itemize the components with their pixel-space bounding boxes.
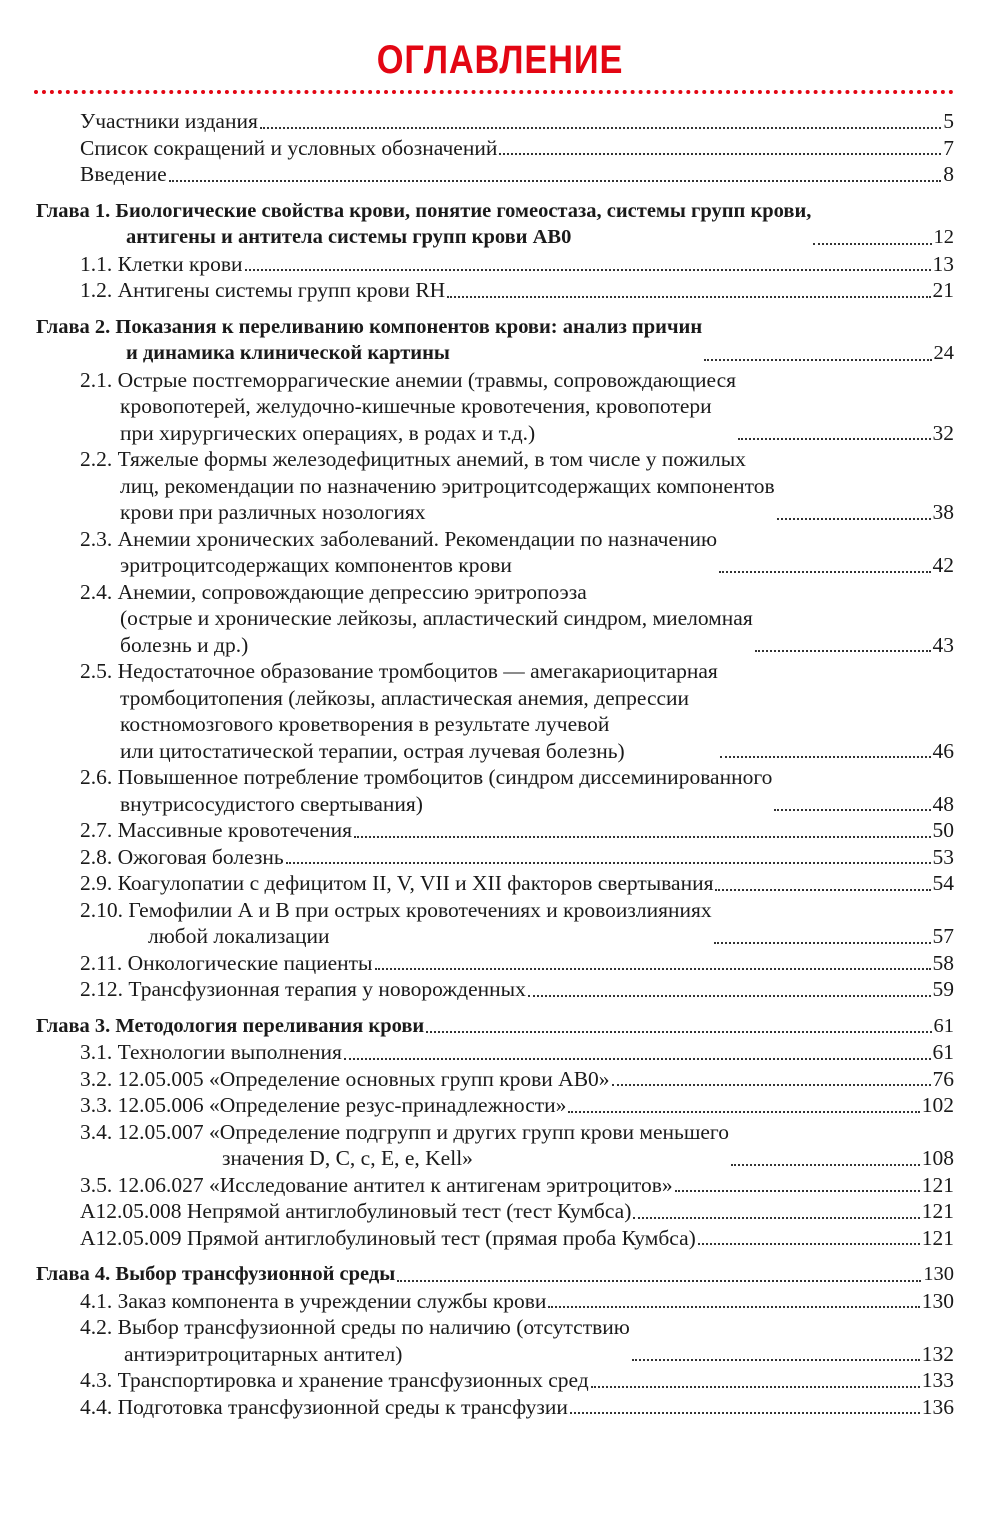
toc-entry-page: 54 — [932, 871, 954, 895]
leader-dots — [738, 438, 930, 440]
toc-entry-page: 121 — [921, 1172, 954, 1197]
toc-entry[interactable] — [0, 1039, 1000, 1066]
toc-entry-title: 2.4. Анемии, сопровождающие депрессию эритропоэза (острые и хронические лейкозы, апластический синдром, миеломная болезнь и др.) — [80, 579, 753, 657]
toc-entry-title: 2.9. Коагулопатии с дефицитом II, V, VII и XII факторов свертывания — [80, 871, 714, 895]
toc-entry[interactable] — [0, 1314, 1000, 1367]
toc-entry-page: 5 — [943, 109, 954, 133]
leader-dots — [633, 1217, 919, 1219]
toc-entry[interactable] — [0, 251, 1000, 278]
leader-dots — [719, 571, 930, 573]
toc-entry[interactable] — [0, 579, 1000, 659]
toc-entry-page: 8 — [943, 162, 954, 186]
leader-dots — [774, 809, 930, 811]
toc-entry-title: А12.05.008 Непрямой антиглобулиновый тест (тест Кумбса) — [80, 1199, 632, 1223]
toc-entry-title: 2.3. Анемии хронических заболеваний. Рекомендации по назначению эритроцитсодержащих компонентов крови — [80, 526, 718, 577]
leader-dots — [698, 1243, 920, 1245]
toc-entry-title: Введение — [80, 162, 167, 186]
toc-entry-title: А12.05.009 Прямой антиглобулиновый тест (прямая проба Кумбса) — [80, 1225, 696, 1250]
leader-dots — [715, 889, 930, 891]
toc-entry-page: 46 — [932, 738, 954, 763]
toc-entry[interactable] — [0, 844, 1000, 871]
toc-entry[interactable] — [0, 1092, 1000, 1119]
toc-entry-page: 130 — [923, 1263, 954, 1285]
toc-entry-title: 4.1. Заказ компонента в учреждении службы крови — [80, 1288, 547, 1313]
leader-dots — [731, 1164, 920, 1166]
toc-entry[interactable] — [0, 950, 1000, 977]
toc-entry-page: 42 — [932, 553, 954, 577]
toc-entry-page: 121 — [921, 1225, 954, 1250]
toc-entry-page: 58 — [932, 950, 954, 975]
toc-entry-page: 130 — [921, 1288, 954, 1313]
leader-dots — [813, 243, 931, 245]
toc-entry-title: 2.5. Недостаточное образование тромбоцитов — амегакариоцитарная тромбоцитопения (лейкозы, апластическая анемия, депрессии костномозгового кроветворения в результате лучевой или цитостатической терапии, острая лучевая болезнь) — [80, 659, 718, 763]
leader-dots — [375, 968, 931, 970]
toc-entry-title: 2.1. Острые постгеморрагические анемии (травмы, сопровождающиеся кровопотерей, желудочно-кишечные кровотечения, кровопотери при хирургических операциях, в родах и т.д.) — [80, 367, 737, 445]
toc-entry[interactable] — [0, 1172, 1000, 1199]
leader-dots — [570, 1412, 920, 1414]
toc-entry[interactable] — [0, 161, 1000, 188]
toc-entry[interactable] — [0, 870, 1000, 897]
toc-entry[interactable] — [0, 1367, 1000, 1394]
toc-entry[interactable] — [0, 1394, 1000, 1421]
title-divider — [34, 90, 954, 94]
leader-dots — [169, 180, 942, 182]
leader-dots — [568, 1111, 919, 1113]
toc-entry-title: 3.5. 12.06.027 «Исследование антител к антигенам эритроцитов» — [80, 1172, 673, 1197]
page-title: ОГЛАВЛЕНИЕ — [376, 38, 624, 82]
leader-dots — [777, 518, 931, 520]
toc-entry-title: 2.12. Трансфузионная терапия у новорожденных — [80, 977, 526, 1001]
toc-entry-page: 121 — [921, 1199, 954, 1223]
toc-entry-page: 108 — [921, 1146, 954, 1170]
toc-entry-title: 3.2. 12.05.005 «Определение основных групп крови АВ0» — [80, 1066, 610, 1091]
toc-entry[interactable] — [0, 897, 1000, 950]
toc-entry[interactable] — [0, 135, 1000, 162]
toc-entry-title: 4.3. Транспортировка и хранение трансфузионных сред — [80, 1368, 589, 1392]
toc-entry-page: 61 — [933, 1014, 954, 1037]
toc-entry[interactable] — [0, 764, 1000, 817]
toc-chapter[interactable] — [0, 1013, 1000, 1040]
toc-entry-title: 4.4. Подготовка трансфузионной среды к трансфузии — [80, 1394, 568, 1419]
leader-dots — [755, 650, 931, 652]
toc-entry-page: 133 — [921, 1368, 954, 1392]
leader-dots — [245, 269, 931, 271]
leader-dots — [397, 1280, 921, 1282]
leader-dots — [612, 1084, 931, 1086]
toc-entry-page: 38 — [932, 500, 954, 524]
toc-entry[interactable] — [0, 1225, 1000, 1252]
leader-dots — [528, 995, 931, 997]
toc-entry[interactable] — [0, 108, 1000, 135]
toc-entry[interactable] — [0, 658, 1000, 764]
leader-dots — [260, 127, 941, 129]
toc-entry-page: 61 — [932, 1040, 954, 1064]
toc-entry[interactable] — [0, 446, 1000, 526]
toc-chapter-title: Глава 3. Методология переливания крови — [36, 1014, 425, 1037]
toc-entry-page: 136 — [921, 1394, 954, 1419]
leader-dots — [499, 153, 941, 155]
toc-entry-title: 1.1. Клетки крови — [80, 251, 243, 276]
toc-entry-page: 50 — [932, 818, 954, 842]
toc-entry-title: 3.4. 12.05.007 «Определение подгрупп и других групп крови меньшего значения D, C, c, E, e, Kell» — [80, 1119, 729, 1170]
toc-entry-page: 13 — [932, 251, 954, 276]
toc-entry-title: 1.2. Антигены системы групп крови RH — [80, 278, 446, 302]
toc-entry-title: 3.3. 12.05.006 «Определение резус-принадлежности» — [80, 1093, 567, 1117]
toc-chapter-title: Глава 4. Выбор трансфузионной среды — [36, 1263, 396, 1285]
toc-entry-page: 53 — [932, 844, 954, 869]
toc-chapter-title: Глава 1. Биологические свойства крови, понятие гомеостаза, системы групп крови, антигены и антитела системы групп крови АВ0 — [36, 199, 812, 248]
leader-dots — [632, 1359, 920, 1361]
toc-entry-title: Список сокращений и условных обозначений — [80, 135, 498, 160]
toc-entry[interactable] — [0, 1066, 1000, 1093]
toc-entry[interactable] — [0, 367, 1000, 447]
toc-entry-title: 2.10. Гемофилии А и В при острых кровотечениях и кровоизлияниях любой локализации — [80, 897, 712, 948]
toc-entry-page: 102 — [921, 1093, 954, 1117]
toc-entry-page: 32 — [932, 420, 954, 445]
toc-entry[interactable] — [0, 1198, 1000, 1225]
leader-dots — [591, 1386, 920, 1388]
toc-chapter[interactable] — [0, 1261, 1000, 1288]
toc-entry-page: 57 — [932, 924, 954, 948]
leader-dots — [714, 942, 931, 944]
toc-entry[interactable] — [0, 976, 1000, 1003]
toc-entry-page: 132 — [921, 1341, 954, 1366]
leader-dots — [354, 836, 931, 838]
toc-entry-page: 59 — [932, 977, 954, 1001]
toc-chapter[interactable] — [0, 314, 1000, 367]
toc-entry[interactable] — [0, 1119, 1000, 1172]
toc-entry[interactable] — [0, 526, 1000, 579]
leader-dots — [704, 359, 931, 361]
toc-entry-page: 76 — [932, 1066, 954, 1091]
toc-entry-title: 2.8. Ожоговая болезнь — [80, 844, 284, 869]
toc-entry[interactable] — [0, 1288, 1000, 1315]
leader-dots — [286, 862, 931, 864]
leader-dots — [548, 1306, 919, 1308]
toc-entry-page: 12 — [933, 226, 954, 248]
leader-dots — [426, 1031, 931, 1033]
leader-dots — [447, 296, 930, 298]
toc-entry-page: 21 — [932, 278, 954, 302]
toc-entry-title: 2.6. Повышенное потребление тромбоцитов (синдром диссеминированного внутрисосудистого свертывания) — [80, 765, 773, 816]
toc-entry[interactable] — [0, 277, 1000, 304]
leader-dots — [720, 756, 931, 758]
toc-entry-title: 2.11. Онкологические пациенты — [80, 950, 373, 975]
toc-entry-page: 43 — [932, 632, 954, 657]
toc-entry-title: 2.2. Тяжелые формы железодефицитных анемий, в том числе у пожилых лиц, рекомендации по назначению эритроцитсодержащих компонентов крови при различных нозологиях — [80, 447, 775, 524]
toc-entry-page: 48 — [932, 791, 954, 816]
toc-entry-page: 24 — [933, 342, 954, 364]
toc-entry-title: 2.7. Массивные кровотечения — [80, 818, 352, 842]
table-of-contents — [0, 108, 1000, 1420]
toc-entry-title: 4.2. Выбор трансфузионной среды по наличию (отсутствию антиэритроцитарных антител) — [80, 1315, 630, 1366]
leader-dots — [344, 1058, 931, 1060]
toc-entry-title: 3.1. Технологии выполнения — [80, 1040, 342, 1064]
toc-chapter[interactable] — [0, 198, 1000, 251]
toc-entry-title: Участники издания — [80, 109, 258, 133]
leader-dots — [675, 1190, 920, 1192]
toc-entry[interactable] — [0, 817, 1000, 844]
toc-entry-page: 7 — [943, 135, 954, 160]
toc-chapter-title: Глава 2. Показания к переливанию компонентов крови: анализ причин и динамика клинической картины — [36, 315, 703, 364]
